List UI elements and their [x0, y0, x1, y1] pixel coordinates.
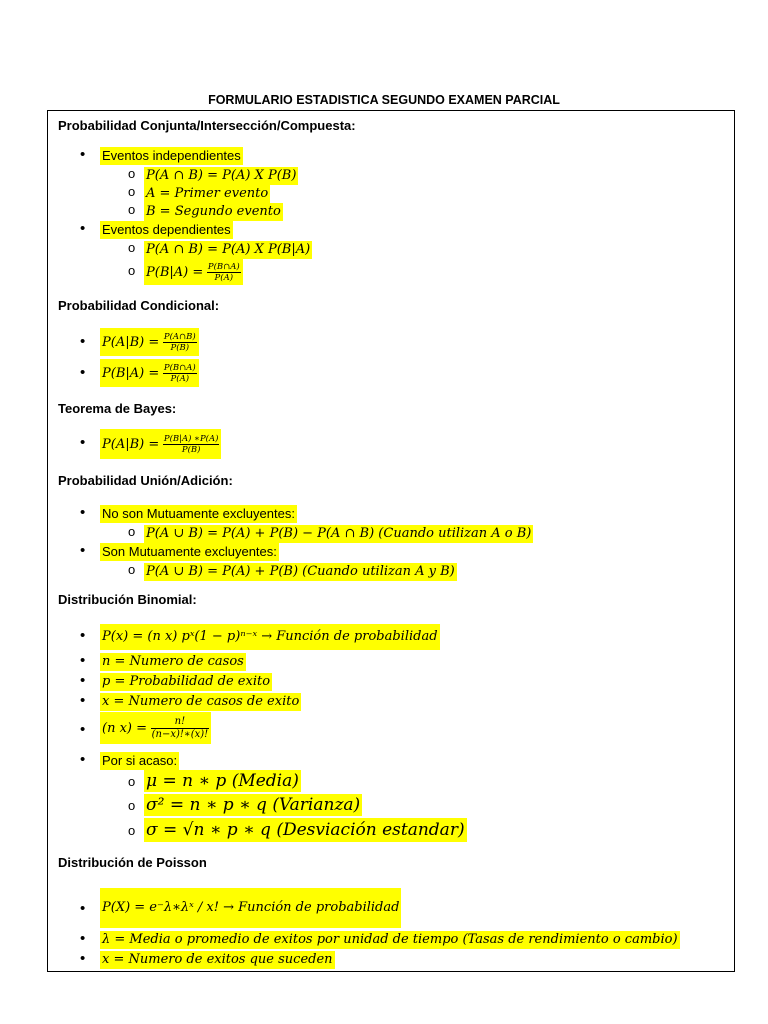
bullet-icon — [80, 542, 85, 559]
bullet-icon — [80, 652, 85, 669]
fraction-denominator: P(B) — [170, 343, 190, 354]
page-title: FORMULARIO ESTADISTICA SEGUNDO EXAMEN PARCIAL — [208, 93, 560, 107]
formula-lhs: P(A|B) = — [102, 335, 160, 350]
bullet-icon — [80, 504, 85, 521]
formula-lhs: P(A|B) = — [102, 437, 160, 452]
section-bayes: Teorema de Bayes: — [58, 401, 177, 416]
bullet-icon — [80, 692, 85, 709]
circle-bullet-icon — [128, 562, 135, 577]
bullet-icon — [80, 333, 85, 350]
circle-bullet-icon — [128, 820, 135, 840]
section-union: Probabilidad Unión/Adición: — [58, 473, 233, 488]
formula: p = Probabilidad de exito — [102, 674, 271, 689]
formula: P(A ∩ B) = P(A) X P(B) — [146, 168, 297, 183]
formula: P(X) = e⁻λ∗λˣ / x! → Función de probabilidad — [100, 888, 401, 928]
circle-bullet-icon — [128, 166, 135, 181]
circle-bullet-icon — [128, 771, 135, 791]
list-item: Eventos independientes — [102, 148, 241, 163]
formula: P(A ∩ B) = P(A) X P(B|A) — [146, 242, 311, 257]
bullet-icon — [80, 900, 85, 917]
bullet-icon — [80, 220, 85, 237]
list-item: Por si acaso: — [102, 753, 178, 768]
fraction-denominator: P(A) — [170, 374, 190, 385]
formula-lhs: P(B|A) = — [146, 265, 204, 280]
fraction-numerator: P(A∩B) — [163, 332, 196, 343]
fraction-numerator: P(B∩A) — [207, 262, 240, 273]
bullet-icon — [80, 146, 85, 163]
circle-bullet-icon — [128, 184, 135, 199]
section-binomial: Distribución Binomial: — [58, 592, 197, 607]
bullet-icon — [80, 751, 85, 768]
formula: B = Segundo evento — [146, 204, 281, 219]
bullet-icon — [80, 950, 85, 967]
fraction-denominator: (n−x)!∗(x)! — [151, 729, 209, 741]
fraction-denominator: P(B) — [181, 445, 201, 456]
section-conjunta: Probabilidad Conjunta/Intersección/Compuesta: — [58, 118, 356, 133]
formula: x = Numero de casos de exito — [102, 694, 300, 709]
list-item: Eventos dependientes — [102, 222, 231, 237]
bullet-icon — [80, 721, 85, 738]
bullet-icon — [80, 364, 85, 381]
formula: σ² = n ∗ p ∗ q (Varianza) — [146, 795, 361, 815]
bullet-icon — [80, 930, 85, 947]
circle-bullet-icon — [128, 795, 135, 815]
fraction-numerator: P(B∩A) — [163, 363, 196, 374]
formula: x = Numero de exitos que suceden — [102, 952, 333, 967]
formula: n = Numero de casos — [102, 654, 244, 669]
formula-lhs: P(B|A) = — [102, 366, 160, 381]
formula: P(A ∪ B) = P(A) + P(B) − P(A ∩ B) (Cuando utilizan A o B) — [146, 526, 532, 541]
section-condicional: Probabilidad Condicional: — [58, 298, 220, 313]
section-poisson: Distribución de Poisson — [58, 855, 207, 870]
circle-bullet-icon — [128, 240, 135, 255]
list-item: Son Mutuamente excluyentes: — [102, 544, 277, 559]
formula-lhs: (n x) = — [102, 721, 148, 736]
circle-bullet-icon — [128, 524, 135, 539]
fraction-denominator: P(A) — [214, 273, 234, 284]
formula: A = Primer evento — [146, 186, 269, 201]
formula: μ = n ∗ p (Media) — [146, 771, 299, 791]
list-item: No son Mutuamente excluyentes: — [102, 506, 295, 521]
fraction-numerator: n! — [151, 716, 210, 729]
bullet-icon — [80, 627, 85, 644]
bullet-icon — [80, 434, 85, 451]
formula: λ = Media o promedio de exitos por unidad de tiempo (Tasas de rendimiento o cambio) — [102, 932, 678, 947]
formula: P(A ∪ B) = P(A) + P(B) (Cuando utilizan A y B) — [146, 564, 455, 579]
formula: σ = √n ∗ p ∗ q (Desviación estandar) — [146, 820, 465, 840]
fraction-numerator: P(B|A) ∗P(A) — [163, 434, 219, 445]
bullet-icon — [80, 672, 85, 689]
circle-bullet-icon — [128, 263, 135, 278]
formula: P(x) = (n x) pˣ(1 − p)ⁿ⁻ˣ → Función de probabilidad — [100, 624, 440, 650]
circle-bullet-icon — [128, 202, 135, 217]
